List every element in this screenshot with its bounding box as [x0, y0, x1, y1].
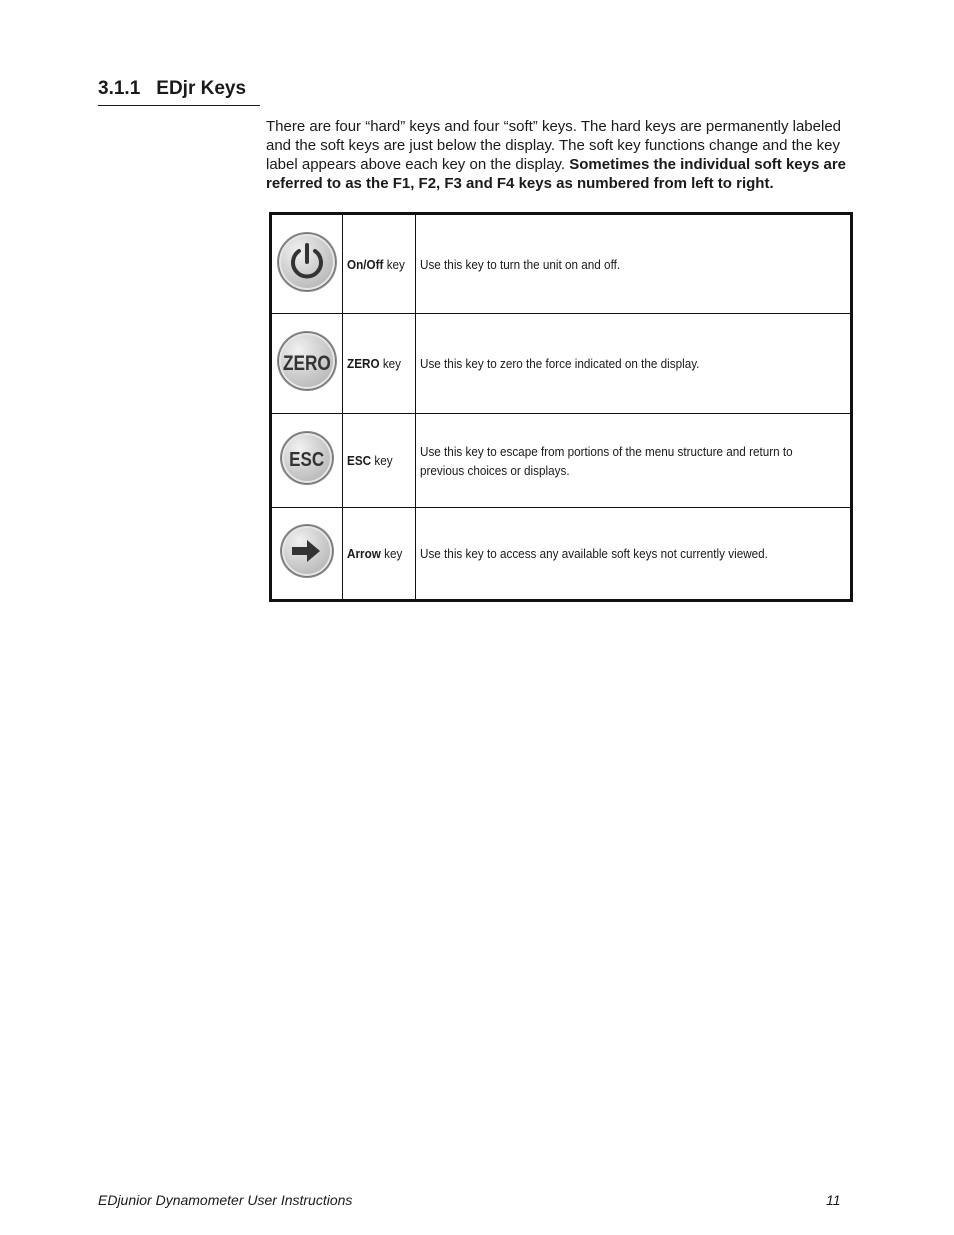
intro-paragraph	[266, 117, 856, 193]
esc-key-icon	[281, 432, 333, 484]
key-suffix: key	[383, 256, 405, 272]
icon-cell	[271, 214, 343, 314]
power-icon	[278, 233, 336, 291]
table-row	[271, 214, 852, 314]
key-description-cell	[416, 508, 852, 601]
key-suffix: key	[370, 453, 393, 468]
zero-key-icon	[278, 332, 336, 390]
key-name-cell	[343, 214, 408, 314]
key-name: ESC	[346, 453, 371, 468]
keys-table	[269, 212, 853, 602]
section-heading	[98, 78, 260, 106]
footer-page-number: 11	[826, 1192, 841, 1208]
key-name-cell	[343, 314, 408, 414]
icon-cell	[271, 508, 343, 601]
key-name: On/Off	[346, 256, 384, 272]
key-description-cell	[416, 414, 852, 508]
arrow-right-icon	[281, 525, 333, 577]
icon-cell	[271, 414, 343, 508]
key-description: Use this key to access any available soft keys not currently viewed.	[420, 546, 768, 561]
key-name: Arrow	[346, 546, 381, 561]
intro-text: There are four “hard” keys and four “soft” keys. The hard keys are permanently labeled and the soft keys are just below the display. The soft key functions change and the key label appears above each key on the display.	[266, 118, 842, 173]
key-description: Use this key to turn the unit on and off.	[420, 256, 621, 272]
key-description: Use this key to zero the force indicated on the display.	[420, 356, 700, 371]
key-name: ZERO	[346, 356, 380, 371]
key-name-cell	[343, 508, 408, 601]
table-row	[271, 414, 852, 508]
key-description-cell	[416, 214, 852, 314]
svg-text:ZERO: ZERO	[283, 352, 331, 376]
section-title: EDjr Keys	[156, 78, 247, 99]
table-row	[271, 508, 852, 601]
key-suffix: key	[380, 546, 403, 561]
icon-cell	[271, 314, 343, 414]
key-name-cell	[343, 414, 408, 508]
intro-bold-text: Sometimes the individual soft keys are referred to as the F1, F2, F3 and F4 keys as numbered from left to right.	[266, 156, 847, 192]
key-suffix: key	[379, 356, 401, 371]
svg-text:ESC: ESC	[289, 447, 325, 471]
footer-document-title: EDjunior Dynamometer User Instructions	[98, 1192, 353, 1208]
key-description: Use this key to escape from portions of the menu structure and return to previous choices or displays.	[420, 443, 793, 478]
key-description-cell	[416, 314, 852, 414]
table-row	[271, 314, 852, 414]
section-number: 3.1.1	[98, 78, 141, 99]
